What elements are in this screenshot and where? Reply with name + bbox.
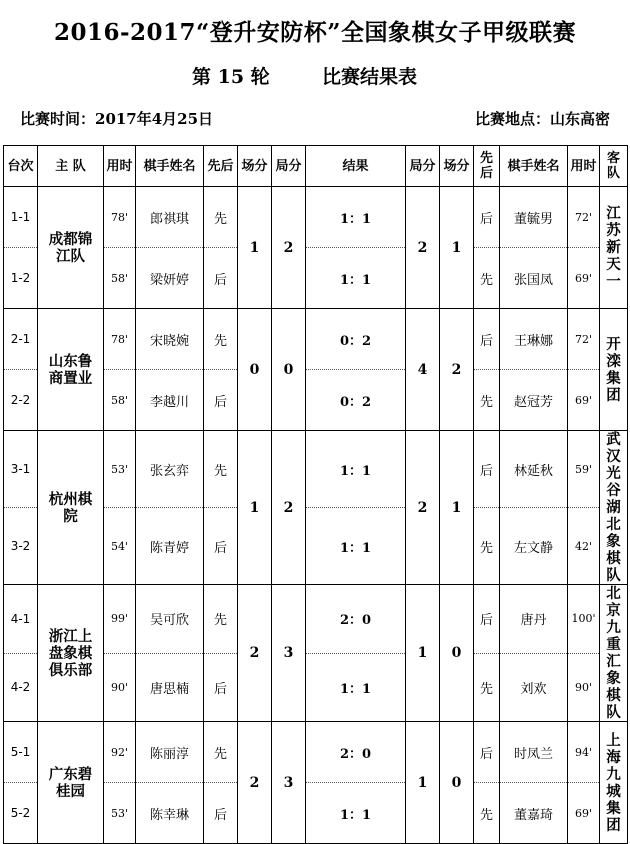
away-player: 赵冠芳 (500, 370, 568, 431)
away-time: 69' (568, 783, 600, 844)
page-title: 2016-2017“登升安防杯”全国象棋女子甲级联赛 (53, 19, 577, 46)
home-order: 后 (204, 370, 238, 431)
board-result: 1：1 (306, 508, 406, 585)
home-player: 陈幸琳 (136, 783, 204, 844)
home-time: 58' (104, 248, 136, 309)
table-row (4, 187, 628, 248)
col-home-order: 先后 (204, 146, 238, 187)
home-team: 成都锦江队 (38, 187, 104, 309)
col-home-match-points: 场分 (238, 146, 272, 187)
away-order: 后 (474, 585, 500, 654)
home-match-points: 2 (238, 585, 272, 722)
home-team: 广东碧桂园 (38, 722, 104, 844)
board-number: 1-2 (4, 248, 38, 309)
col-away-team: 客 队 (600, 146, 628, 187)
match-location: 比赛地点：山东高密 (474, 110, 610, 128)
home-player: 梁妍婷 (136, 248, 204, 309)
board-number: 4-1 (4, 585, 38, 654)
header-row (4, 146, 628, 187)
home-player: 郎祺琪 (136, 187, 204, 248)
away-time: 42' (568, 508, 600, 585)
away-player: 王琳娜 (500, 309, 568, 370)
away-time: 90' (568, 653, 600, 722)
away-order: 先 (474, 370, 500, 431)
away-player: 刘欢 (500, 653, 568, 722)
home-order: 先 (204, 309, 238, 370)
home-order: 先 (204, 187, 238, 248)
col-home-game-points: 局分 (272, 146, 306, 187)
home-player: 陈青婷 (136, 508, 204, 585)
board-result: 0：2 (306, 370, 406, 431)
col-away-order: 先后 (474, 146, 500, 187)
away-time: 69' (568, 370, 600, 431)
home-match-points: 1 (238, 187, 272, 309)
away-player: 董嘉琦 (500, 783, 568, 844)
home-order: 后 (204, 508, 238, 585)
home-order: 先 (204, 722, 238, 783)
home-game-points: 2 (272, 187, 306, 309)
home-time: 53' (104, 431, 136, 508)
away-order: 先 (474, 783, 500, 844)
away-match-points: 2 (440, 309, 474, 431)
home-order: 后 (204, 248, 238, 309)
col-away-match-points: 场分 (440, 146, 474, 187)
away-order: 后 (474, 431, 500, 508)
col-away-player: 棋手姓名 (500, 146, 568, 187)
table-row (4, 309, 628, 370)
col-result: 结果 (306, 146, 406, 187)
home-match-points: 1 (238, 431, 272, 585)
home-game-points: 3 (272, 585, 306, 722)
match-date: 比赛时间：2017年4月25日 (20, 110, 214, 128)
board-number: 5-1 (4, 722, 38, 783)
home-time: 53' (104, 783, 136, 844)
board-number: 2-1 (4, 309, 38, 370)
board-number: 5-2 (4, 783, 38, 844)
board-number: 1-1 (4, 187, 38, 248)
board-number: 4-2 (4, 653, 38, 722)
home-team: 杭州棋院 (38, 431, 104, 585)
home-match-points: 0 (238, 309, 272, 431)
away-player: 左文静 (500, 508, 568, 585)
board-result: 1：1 (306, 187, 406, 248)
board-result: 2：0 (306, 722, 406, 783)
home-player: 陈丽淳 (136, 722, 204, 783)
home-team: 山东鲁商置业 (38, 309, 104, 431)
board-result: 1：1 (306, 783, 406, 844)
away-time: 94' (568, 722, 600, 783)
away-team: 北京九重汇象棋队 (600, 585, 628, 722)
away-game-points: 4 (406, 309, 440, 431)
away-time: 72' (568, 187, 600, 248)
away-match-points: 1 (440, 187, 474, 309)
away-game-points: 1 (406, 722, 440, 844)
away-match-points: 0 (440, 585, 474, 722)
home-player: 李越川 (136, 370, 204, 431)
away-game-points: 2 (406, 431, 440, 585)
away-match-points: 0 (440, 722, 474, 844)
col-home-time: 用时 (104, 146, 136, 187)
col-away-time: 用时 (568, 146, 600, 187)
board-result: 1：1 (306, 248, 406, 309)
home-game-points: 0 (272, 309, 306, 431)
col-home-player: 棋手姓名 (136, 146, 204, 187)
away-time: 100' (568, 585, 600, 654)
home-match-points: 2 (238, 722, 272, 844)
away-team: 开滦集团 (600, 309, 628, 431)
home-player: 吴可欣 (136, 585, 204, 654)
col-away-game-points: 局分 (406, 146, 440, 187)
table-row (4, 431, 628, 508)
board-result: 1：1 (306, 653, 406, 722)
home-order: 后 (204, 783, 238, 844)
away-player: 时凤兰 (500, 722, 568, 783)
home-time: 78' (104, 187, 136, 248)
table-row (4, 722, 628, 783)
home-order: 先 (204, 431, 238, 508)
away-order: 先 (474, 653, 500, 722)
board-number: 2-2 (4, 370, 38, 431)
away-game-points: 2 (406, 187, 440, 309)
results-table-label: 比赛结果表 (322, 66, 418, 88)
home-time: 90' (104, 653, 136, 722)
home-order: 后 (204, 653, 238, 722)
away-time: 59' (568, 431, 600, 508)
away-order: 后 (474, 187, 500, 248)
board-number: 3-1 (4, 431, 38, 508)
away-team: 武汉光谷湖北象棋队 (600, 431, 628, 585)
board-result: 1：1 (306, 431, 406, 508)
away-order: 先 (474, 508, 500, 585)
away-order: 后 (474, 309, 500, 370)
results-table (3, 145, 628, 844)
away-team: 江苏新天一 (600, 187, 628, 309)
away-player: 唐丹 (500, 585, 568, 654)
away-time: 72' (568, 309, 600, 370)
away-player: 董毓男 (500, 187, 568, 248)
home-time: 78' (104, 309, 136, 370)
home-order: 先 (204, 585, 238, 654)
home-time: 54' (104, 508, 136, 585)
page-subtitle (0, 62, 630, 88)
away-player: 张国凤 (500, 248, 568, 309)
board-result: 0：2 (306, 309, 406, 370)
home-game-points: 3 (272, 722, 306, 844)
home-player: 宋晓婉 (136, 309, 204, 370)
away-player: 林延秋 (500, 431, 568, 508)
board-number: 3-2 (4, 508, 38, 585)
round-label: 第 15 轮 (192, 66, 270, 88)
away-time: 69' (568, 248, 600, 309)
away-team: 上海九城集团 (600, 722, 628, 844)
home-time: 99' (104, 585, 136, 654)
home-player: 张玄弈 (136, 431, 204, 508)
away-game-points: 1 (406, 585, 440, 722)
away-match-points: 1 (440, 431, 474, 585)
home-time: 92' (104, 722, 136, 783)
home-player: 唐思楠 (136, 653, 204, 722)
home-game-points: 2 (272, 431, 306, 585)
away-order: 后 (474, 722, 500, 783)
home-time: 58' (104, 370, 136, 431)
board-result: 2：0 (306, 585, 406, 654)
away-order: 先 (474, 248, 500, 309)
table-row (4, 585, 628, 654)
home-team: 浙江上盘象棋俱乐部 (38, 585, 104, 722)
col-board: 台次 (4, 146, 38, 187)
col-home-team: 主 队 (38, 146, 104, 187)
